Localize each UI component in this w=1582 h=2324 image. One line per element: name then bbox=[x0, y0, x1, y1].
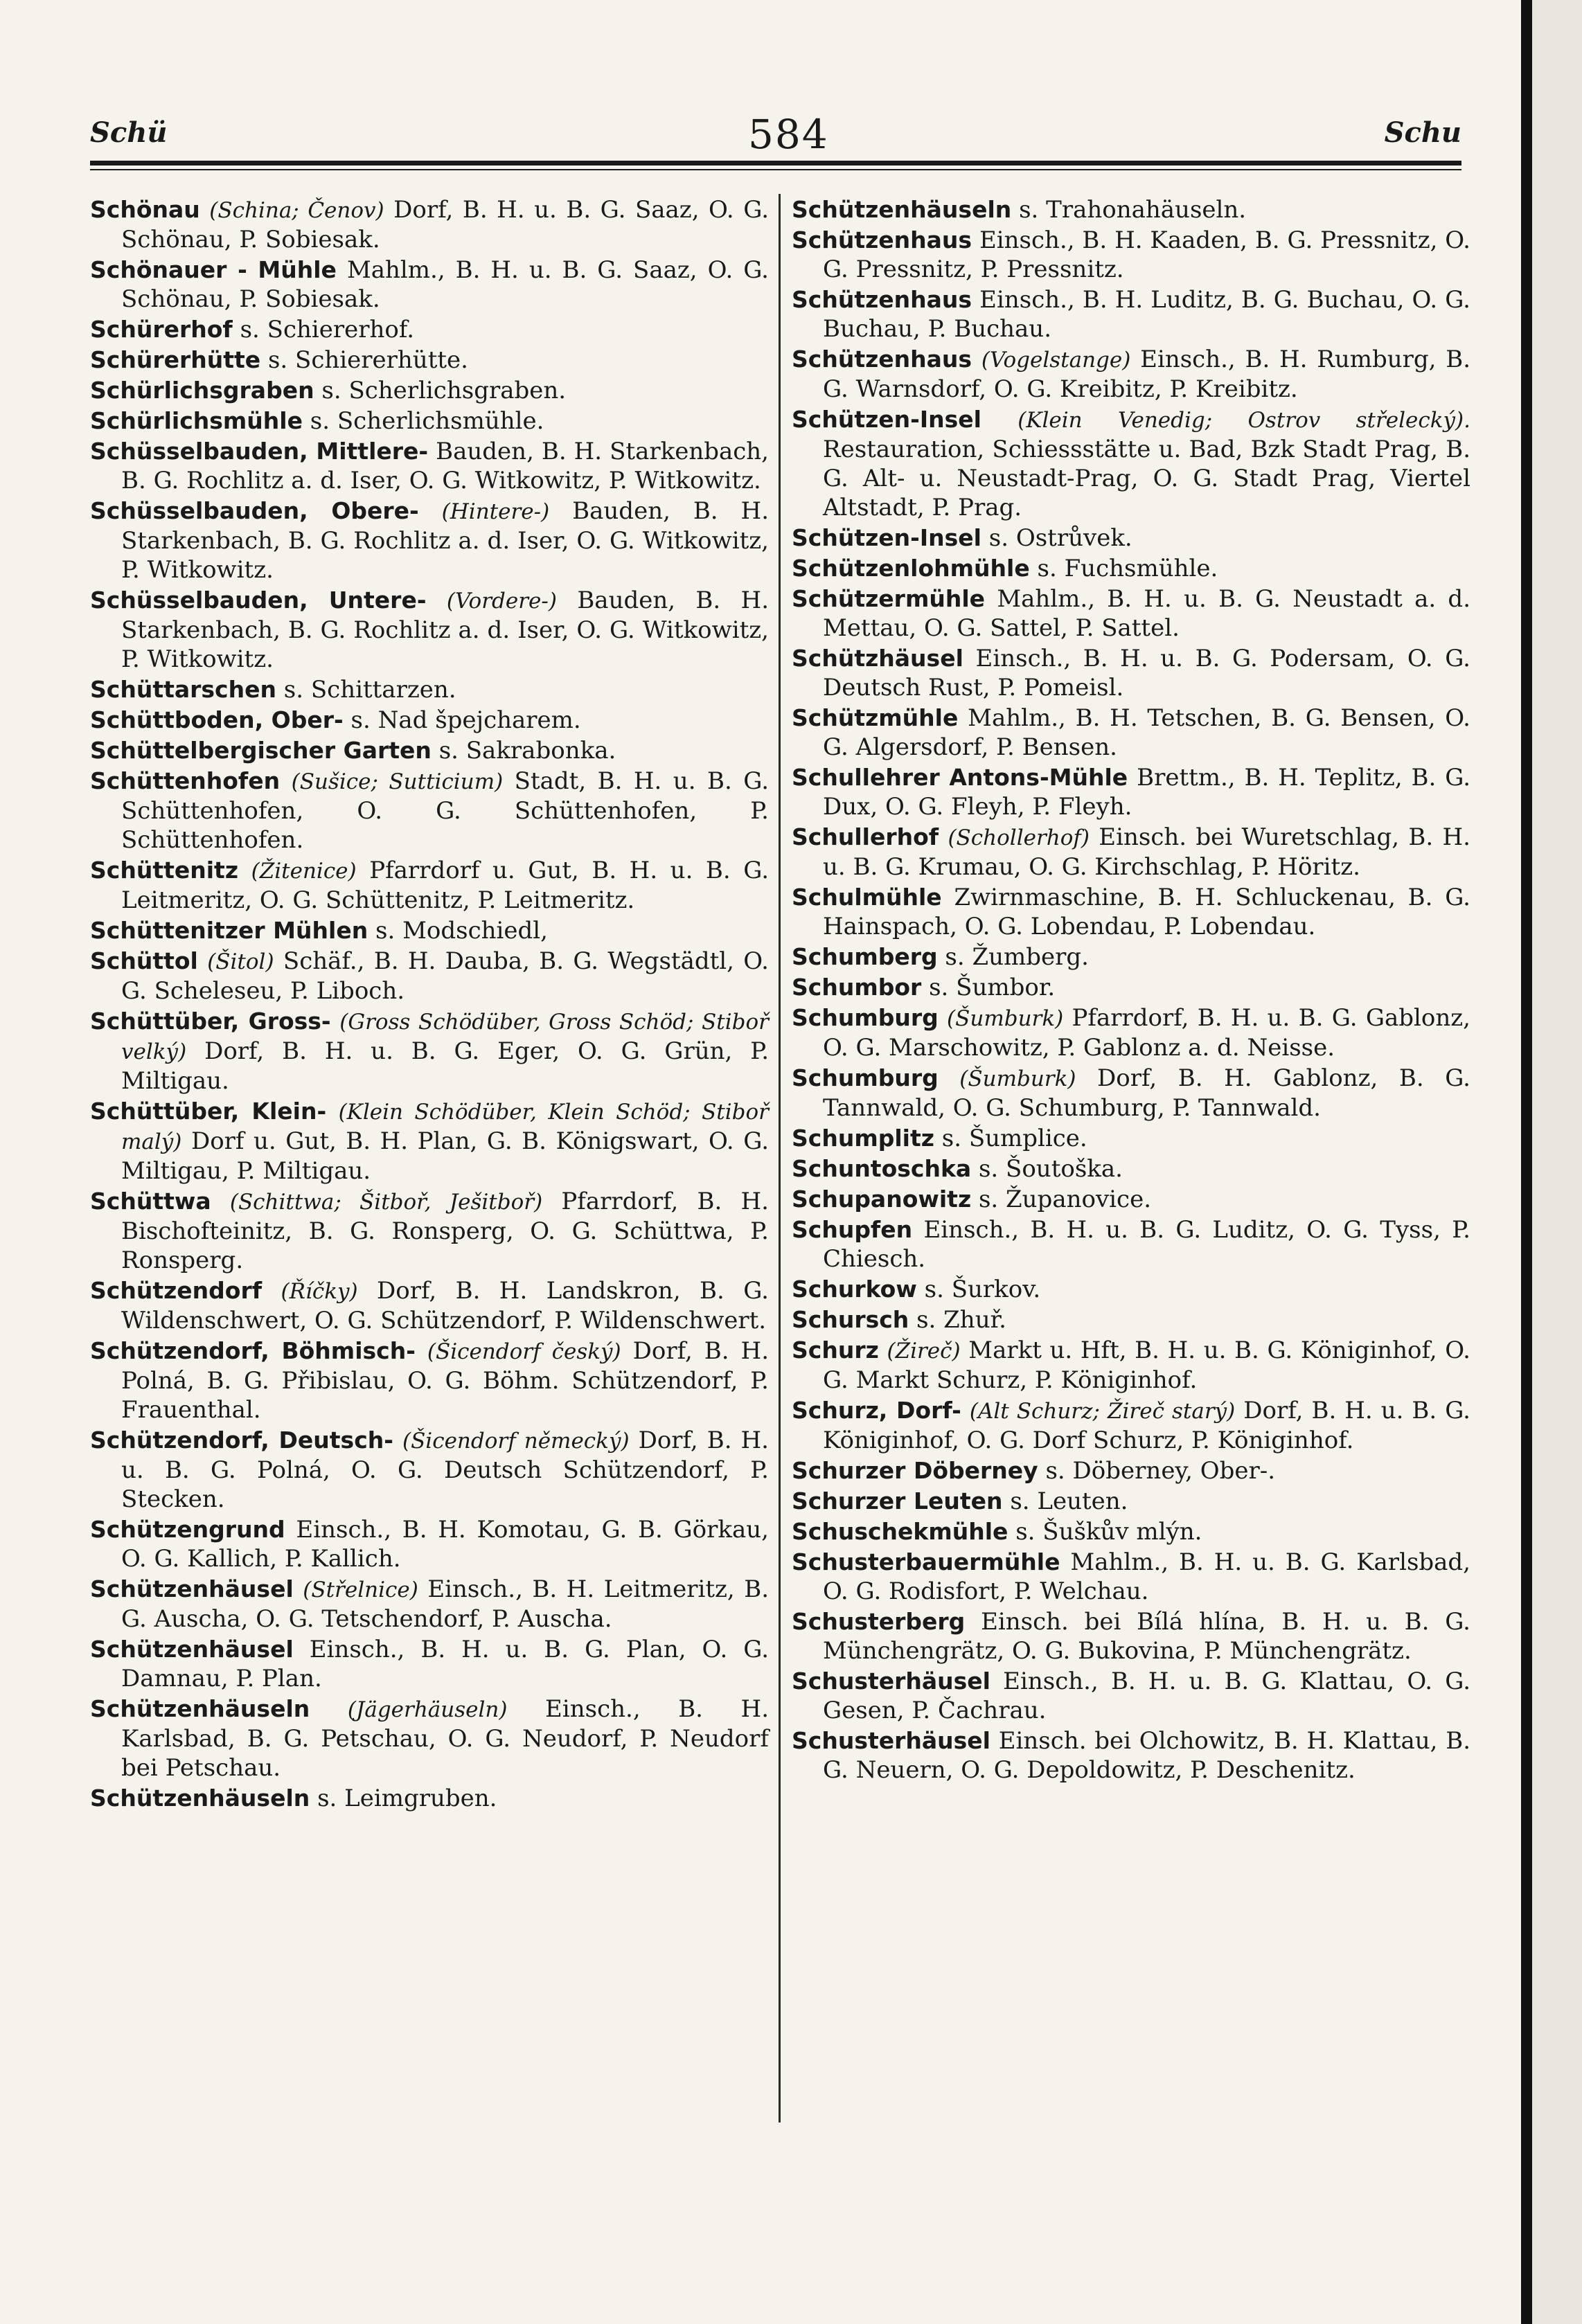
entry-description: Bauden, B. H. Starkenbach, B. G. Rochlitz a. d. Iser, O. G. Witkowitz, P. Witkowitz. bbox=[121, 438, 769, 494]
gazetteer-entry bbox=[792, 1487, 1470, 1516]
entry-headword: Schurzer Leuten bbox=[792, 1487, 1003, 1514]
entry-headword: Schützendorf bbox=[90, 1277, 263, 1304]
entry-headword: Schurz, Dorf- bbox=[792, 1397, 961, 1424]
entry-description: Pfarrdorf, B. H. Bischofteinitz, B. G. Ronsperg, O. G. Schüttwa, P. Ronsperg. bbox=[121, 1188, 769, 1274]
entry-headword: Schützenhäuseln bbox=[90, 1695, 310, 1722]
entry-headword: Schürlichsgraben bbox=[90, 377, 314, 404]
gazetteer-entry bbox=[90, 437, 769, 495]
entry-headword: Schusterhäusel bbox=[792, 1727, 990, 1754]
entry-description: s. Nad špejcharem. bbox=[350, 706, 581, 734]
entry-alternate-name: (Šitol) bbox=[207, 949, 274, 974]
entry-headword: Schützenhaus bbox=[792, 286, 972, 313]
entry-headword: Schützmühle bbox=[792, 704, 959, 731]
gazetteer-entry bbox=[792, 1003, 1470, 1062]
entry-description: Einsch., B. H. u. B. G. Podersam, O. G. Deutsch Rust, P. Pomeisl. bbox=[823, 645, 1470, 701]
entry-description: Einsch. bei Olchowitz, B. H. Klattau, B. G. Neuern, O. G. Depoldowitz, P. Deschenitz. bbox=[823, 1727, 1470, 1784]
gazetteer-entry bbox=[90, 736, 769, 765]
entry-alternate-name: (Žitenice) bbox=[251, 859, 357, 884]
gazetteer-entry bbox=[90, 856, 769, 915]
entry-headword: Schützendorf, Deutsch- bbox=[90, 1427, 393, 1454]
entry-description: Einsch., B. H. Komotau, G. B. Görkau, O. G. Kallich, P. Kallich. bbox=[121, 1516, 769, 1573]
entry-alternate-name: (Šicendorf český) bbox=[427, 1339, 621, 1364]
page-edge-binding bbox=[1521, 0, 1532, 2324]
entry-description: Dorf, B. H. Gablonz, B. G. Tannwald, O. G. Schumburg, P. Tannwald. bbox=[823, 1064, 1470, 1122]
gazetteer-entry bbox=[90, 256, 769, 314]
entry-description: s. Šumbor. bbox=[929, 974, 1056, 1001]
gazetteer-entry bbox=[792, 1305, 1470, 1334]
gazetteer-entry bbox=[792, 1064, 1470, 1123]
entry-headword: Schullerhof bbox=[792, 823, 939, 850]
header-rule-thick bbox=[90, 161, 1461, 166]
entry-description: Brettm., B. H. Teplitz, B. G. Dux, O. G. Fleyh, P. Fleyh. bbox=[823, 764, 1471, 821]
gazetteer-entry bbox=[90, 195, 769, 254]
entry-headword: Schullehrer Antons-Mühle bbox=[792, 764, 1128, 791]
entry-description: Pfarrdorf, B. H. u. B. G. Gablonz, O. G. Marschowitz, P. Gablonz a. d. Neisse. bbox=[823, 1004, 1470, 1062]
gazetteer-entry bbox=[90, 1187, 769, 1275]
entry-alternate-name: (Střelnice) bbox=[303, 1577, 418, 1602]
entry-headword: Schumberg bbox=[792, 943, 938, 970]
entry-alternate-name: (Šumburk) bbox=[959, 1066, 1076, 1091]
gazetteer-entry bbox=[90, 376, 769, 405]
gazetteer-entry bbox=[792, 524, 1470, 553]
gazetteer-entry bbox=[792, 1124, 1470, 1153]
entry-headword: Schüsselbauden, Obere- bbox=[90, 497, 419, 524]
entry-headword: Schusterhäusel bbox=[792, 1668, 990, 1695]
entry-description: s. Žumberg. bbox=[945, 943, 1089, 971]
gazetteer-entry bbox=[792, 285, 1470, 343]
entry-headword: Schützendorf, Böhmisch- bbox=[90, 1337, 416, 1364]
entry-alternate-name: (Schittwa; Šitboř, Ješitboř) bbox=[229, 1190, 543, 1215]
entry-headword: Schüttelbergischer Garten bbox=[90, 737, 432, 764]
gazetteer-entry bbox=[90, 675, 769, 704]
gazetteer-entry bbox=[792, 226, 1470, 284]
entry-description: Mahlm., B. H. u. B. G. Neustadt a. d. Mettau, O. G. Sattel, P. Sattel. bbox=[823, 585, 1470, 642]
entry-headword: Schusterbauermühle bbox=[792, 1548, 1060, 1575]
entry-alternate-name: (Žireč) bbox=[887, 1339, 961, 1364]
entry-headword: Schützhäusel bbox=[792, 645, 963, 672]
entry-description: Schäf., B. H. Dauba, B. G. Wegstädtl, O. G. Scheleseu, P. Liboch. bbox=[121, 947, 769, 1005]
gazetteer-entry bbox=[90, 706, 769, 735]
entry-description: s. Šuškův mlýn. bbox=[1015, 1518, 1202, 1546]
gazetteer-entry bbox=[90, 1337, 769, 1424]
entry-alternate-name: (Schina; Čenov) bbox=[209, 198, 384, 223]
gazetteer-entry bbox=[792, 763, 1470, 821]
left-column bbox=[90, 195, 769, 1814]
entry-headword: Schurkow bbox=[792, 1276, 917, 1303]
entry-description: Einsch., B. H. Luditz, B. G. Buchau, O. G. Buchau, P. Buchau. bbox=[823, 286, 1470, 343]
entry-headword: Schüttüber, Klein- bbox=[90, 1098, 327, 1125]
entry-headword: Schützenhäusel bbox=[90, 1575, 294, 1602]
entry-alternate-name: (Šumburk) bbox=[947, 1006, 1064, 1031]
gazetteer-entry bbox=[792, 1548, 1470, 1606]
entry-description: s. Trahonahäuseln. bbox=[1019, 196, 1247, 224]
entry-description: s. Šurkov. bbox=[924, 1276, 1041, 1303]
header-left-catchword: Schü bbox=[90, 116, 168, 149]
entry-description: Dorf, B. H. u. B. G. Eger, O. G. Grün, P. Miltigau. bbox=[121, 1037, 770, 1095]
entry-description: Mahlm., B. H. u. B. G. Karlsbad, O. G. Rodisfort, P. Welchau. bbox=[823, 1548, 1470, 1605]
entry-headword: Schützermühle bbox=[792, 585, 986, 612]
entry-description: Bauden, B. H. Starkenbach, B. G. Rochlitz a. d. Iser, O. G. Witkowitz, P. Witkowitz. bbox=[121, 497, 770, 584]
entry-headword: Schurzer Döberney bbox=[792, 1457, 1038, 1484]
entry-headword: Schumbor bbox=[792, 974, 922, 1001]
entry-description: s. Scherlichsmühle. bbox=[310, 407, 544, 435]
running-header bbox=[90, 111, 1461, 159]
entry-description: Markt u. Hft, B. H. u. B. G. Königinhof, O. G. Markt Schurz, P. Königinhof. bbox=[823, 1337, 1470, 1394]
entry-description: s. Zhuř. bbox=[916, 1306, 1006, 1334]
gazetteer-entry bbox=[792, 1336, 1470, 1395]
entry-headword: Schüttol bbox=[90, 947, 198, 974]
entry-headword: Schurz bbox=[792, 1337, 879, 1364]
gazetteer-entry bbox=[90, 1097, 769, 1186]
gazetteer-entry bbox=[792, 1154, 1470, 1183]
gazetteer-entry bbox=[792, 1726, 1470, 1785]
entry-alternate-name: (Gross Schödüber, Gross Schöd; Stiboř velký) bbox=[121, 1010, 769, 1064]
gazetteer-entry bbox=[792, 1667, 1470, 1725]
entry-description: s. Šumplice. bbox=[941, 1125, 1087, 1152]
entry-headword: Schüsselbauden, Untere- bbox=[90, 587, 427, 614]
entry-description: Einsch., B. H. Leitmeritz, B. G. Auscha, O. G. Tetschendorf, P. Auscha. bbox=[121, 1575, 770, 1633]
entry-description: Einsch., B. H. Rumburg, B. G. Warnsdorf, O. G. Kreibitz, P. Kreibitz. bbox=[823, 346, 1471, 403]
gazetteer-entry bbox=[792, 704, 1470, 762]
entry-description: Dorf, B. H. u. B. G. Saaz, O. G. Schönau, P. Sobiesak. bbox=[121, 196, 769, 253]
entry-headword: Schürerhütte bbox=[90, 346, 261, 373]
entry-description: s. Sakrabonka. bbox=[438, 737, 616, 765]
header-rule-thin bbox=[90, 169, 1461, 170]
entry-headword: Schursch bbox=[792, 1306, 909, 1333]
entry-headword: Schuschekmühle bbox=[792, 1518, 1008, 1545]
entry-alternate-name: (Vogelstange) bbox=[981, 348, 1131, 373]
entry-description: Einsch. bei Wuretschlag, B. H. u. B. G. Krumau, O. G. Kirchschlag, P. Höritz. bbox=[823, 823, 1470, 881]
gazetteer-entry bbox=[90, 947, 769, 1005]
entry-description: Dorf, B. H. u. B. G. Polná, O. G. Deutsch Schützendorf, P. Stecken. bbox=[121, 1427, 769, 1513]
entry-description: s. Fuchsmühle. bbox=[1037, 555, 1218, 582]
entry-headword: Schönau bbox=[90, 196, 200, 223]
entry-description: s. Leuten. bbox=[1010, 1487, 1128, 1515]
page-edge-shadow bbox=[1532, 0, 1582, 2324]
entry-description: Einsch., B. H. u. B. G. Luditz, O. G. Tyss, P. Chiesch. bbox=[823, 1216, 1470, 1273]
entry-description: Einsch., B. H. u. B. G. Plan, O. G. Damnau, P. Plan. bbox=[121, 1636, 769, 1692]
gazetteer-entry bbox=[90, 1695, 769, 1782]
entry-headword: Schupfen bbox=[792, 1216, 913, 1243]
column-divider bbox=[779, 194, 781, 2122]
entry-alternate-name: (Alt Schurz; Žireč starý) bbox=[969, 1399, 1236, 1424]
entry-headword: Schüsselbauden, Mittlere- bbox=[90, 438, 429, 465]
entry-headword: Schupanowitz bbox=[792, 1186, 972, 1213]
gazetteer-entry bbox=[90, 1426, 769, 1514]
entry-headword: Schüttenitz bbox=[90, 857, 239, 884]
gazetteer-entry bbox=[90, 767, 769, 855]
entry-headword: Schüttboden, Ober- bbox=[90, 706, 344, 733]
gazetteer-entry bbox=[90, 1575, 769, 1634]
gazetteer-entry bbox=[792, 1215, 1470, 1273]
gazetteer-entry bbox=[90, 1784, 769, 1813]
gazetteer-entry bbox=[792, 1396, 1470, 1455]
entry-headword: Schumplitz bbox=[792, 1125, 934, 1152]
entry-headword: Schützenhäuseln bbox=[90, 1785, 310, 1812]
gazetteer-entry bbox=[792, 1275, 1470, 1304]
entry-description: Zwirnmaschine, B. H. Schluckenau, B. G. Hainspach, O. G. Lobendau, P. Lobendau. bbox=[823, 884, 1470, 940]
entry-headword: Schützen-Insel bbox=[792, 524, 981, 551]
gazetteer-entry bbox=[792, 1607, 1470, 1665]
entry-headword: Schützen-Insel bbox=[792, 406, 981, 433]
entry-description: Restauration, Schiessstätte u. Bad, Bzk Stadt Prag, B. G. Alt- u. Neustadt-Prag, O. G. Stadt Prag, Viertel Altstadt, P. Prag. bbox=[823, 436, 1470, 521]
entry-headword: Schulmühle bbox=[792, 884, 942, 911]
entry-alternate-name: (Schollerhof) bbox=[948, 825, 1090, 850]
right-column bbox=[792, 195, 1470, 1786]
entry-headword: Schürerhof bbox=[90, 316, 233, 343]
gazetteer-entry bbox=[90, 315, 769, 344]
entry-description: s. Scherlichsgraben. bbox=[321, 377, 567, 404]
entry-alternate-name: (Vordere-) bbox=[446, 589, 557, 614]
entry-headword: Schusterberg bbox=[792, 1608, 966, 1635]
entry-description: s. Döberney, Ober-. bbox=[1045, 1457, 1276, 1485]
gazetteer-entry bbox=[792, 345, 1470, 404]
gazetteer-entry bbox=[90, 916, 769, 945]
entry-headword: Schützenhaus bbox=[792, 346, 972, 373]
entry-description: Stadt, B. H. u. B. G. Schüttenhofen, O. G. Schüttenhofen, P. Schüttenhofen. bbox=[121, 767, 770, 854]
gazetteer-entry bbox=[792, 1185, 1470, 1214]
gazetteer-entry bbox=[90, 346, 769, 375]
page-number: 584 bbox=[748, 111, 829, 158]
entry-headword: Schüttüber, Gross- bbox=[90, 1008, 331, 1035]
entry-headword: Schützenhäusel bbox=[90, 1636, 294, 1663]
entry-headword: Schützenhäuseln bbox=[792, 196, 1012, 223]
gazetteer-entry bbox=[792, 1456, 1470, 1485]
gazetteer-entry bbox=[90, 497, 769, 584]
entry-headword: Schützenhaus bbox=[792, 226, 972, 253]
entry-headword: Schumburg bbox=[792, 1004, 939, 1031]
gazetteer-entry bbox=[90, 1276, 769, 1335]
entry-description: s. Ostrůvek. bbox=[988, 524, 1132, 552]
gazetteer-entry bbox=[792, 883, 1470, 941]
gazetteer-entry bbox=[792, 973, 1470, 1002]
gazetteer-entry bbox=[792, 584, 1470, 643]
entry-description: Einsch., B. H. Kaaden, B. G. Pressnitz, O. G. Pressnitz, P. Pressnitz. bbox=[823, 226, 1470, 283]
entry-description: Mahlm., B. H. Tetschen, B. G. Bensen, O. G. Algersdorf, P. Bensen. bbox=[823, 704, 1470, 761]
entry-alternate-name: (Říčky) bbox=[281, 1279, 358, 1304]
entry-alternate-name: (Klein Schödüber, Klein Schöd; Stiboř malý) bbox=[121, 1100, 769, 1154]
gazetteer-entry bbox=[90, 1515, 769, 1573]
entry-headword: Schüttarschen bbox=[90, 676, 276, 703]
entry-description: s. Schiererhütte. bbox=[267, 346, 468, 374]
entry-headword: Schützenlohmühle bbox=[792, 555, 1030, 582]
entry-description: Dorf, B. H. Landskron, B. G. Wildenschwert, O. G. Schützendorf, P. Wildenschwert. bbox=[121, 1277, 769, 1334]
gazetteer-entry bbox=[792, 823, 1470, 882]
entry-headword: Schüttwa bbox=[90, 1188, 211, 1215]
entry-description: Pfarrdorf u. Gut, B. H. u. B. G. Leitmeritz, O. G. Schüttenitz, P. Leitmeritz. bbox=[121, 857, 770, 914]
entry-description: Dorf, B. H. Polná, B. G. Přibislau, O. G. Böhm. Schützendorf, P. Frauenthal. bbox=[121, 1337, 770, 1424]
gazetteer-entry bbox=[792, 195, 1470, 224]
entry-description: s. Schittarzen. bbox=[283, 676, 456, 704]
entry-description: Einsch., B. H. Karlsbad, B. G. Petschau, O. G. Neudorf, P. Neudorf bei Petschau. bbox=[121, 1695, 769, 1782]
entry-description: Bauden, B. H. Starkenbach, B. G. Rochlitz a. d. Iser, O. G. Witkowitz, P. Witkowitz. bbox=[121, 587, 770, 673]
entry-alternate-name: (Sušice; Sutticium) bbox=[291, 769, 504, 794]
gazetteer-entry bbox=[792, 554, 1470, 583]
entry-alternate-name: (Jägerhäuseln) bbox=[347, 1697, 508, 1722]
gazetteer-entry bbox=[90, 586, 769, 674]
entry-headword: Schönauer - Mühle bbox=[90, 256, 337, 283]
entry-description: s. Schiererhof. bbox=[240, 316, 415, 343]
entry-headword: Schüttenitzer Mühlen bbox=[90, 917, 368, 944]
gazetteer-entry bbox=[90, 1635, 769, 1693]
entry-description: Einsch., B. H. u. B. G. Klattau, O. G. Gesen, P. Čachrau. bbox=[823, 1668, 1470, 1724]
entry-alternate-name: (Šicendorf německý) bbox=[402, 1429, 630, 1454]
gazetteer-entry bbox=[792, 942, 1470, 972]
entry-description: Dorf, B. H. u. B. G. Königinhof, O. G. Dorf Schurz, P. Königinhof. bbox=[823, 1397, 1470, 1454]
entry-description: Mahlm., B. H. u. B. G. Saaz, O. G. Schönau, P. Sobiesak. bbox=[121, 256, 769, 313]
entry-alternate-name: (Klein Venedig; Ostrov střelecký). bbox=[1017, 408, 1470, 433]
entry-description: Dorf u. Gut, B. H. Plan, G. B. Königswart, O. G. Miltigau, P. Miltigau. bbox=[121, 1127, 769, 1185]
gazetteer-entry bbox=[792, 405, 1470, 522]
gazetteer-entry bbox=[792, 644, 1470, 702]
gazetteer-entry bbox=[792, 1517, 1470, 1546]
entry-headword: Schuntoschka bbox=[792, 1155, 972, 1182]
entry-description: s. Modschiedl, bbox=[375, 917, 548, 945]
entry-description: s. Leimgruben. bbox=[317, 1785, 497, 1812]
gazetteer-entry bbox=[90, 406, 769, 436]
entry-headword: Schumburg bbox=[792, 1064, 939, 1091]
entry-headword: Schützengrund bbox=[90, 1516, 285, 1543]
entry-description: s. Županovice. bbox=[978, 1186, 1152, 1213]
gazetteer-entry bbox=[90, 1007, 769, 1096]
entry-description: Einsch. bei Bílá hlína, B. H. u. B. G. Münchengrätz, O. G. Bukovina, P. Münchengrätz. bbox=[823, 1608, 1470, 1665]
entry-description: s. Šoutoška. bbox=[978, 1155, 1123, 1183]
header-right-catchword: Schu bbox=[1384, 116, 1461, 149]
entry-alternate-name: (Hintere-) bbox=[441, 499, 550, 524]
entry-headword: Schüttenhofen bbox=[90, 767, 281, 794]
entry-headword: Schürlichsmühle bbox=[90, 407, 303, 434]
